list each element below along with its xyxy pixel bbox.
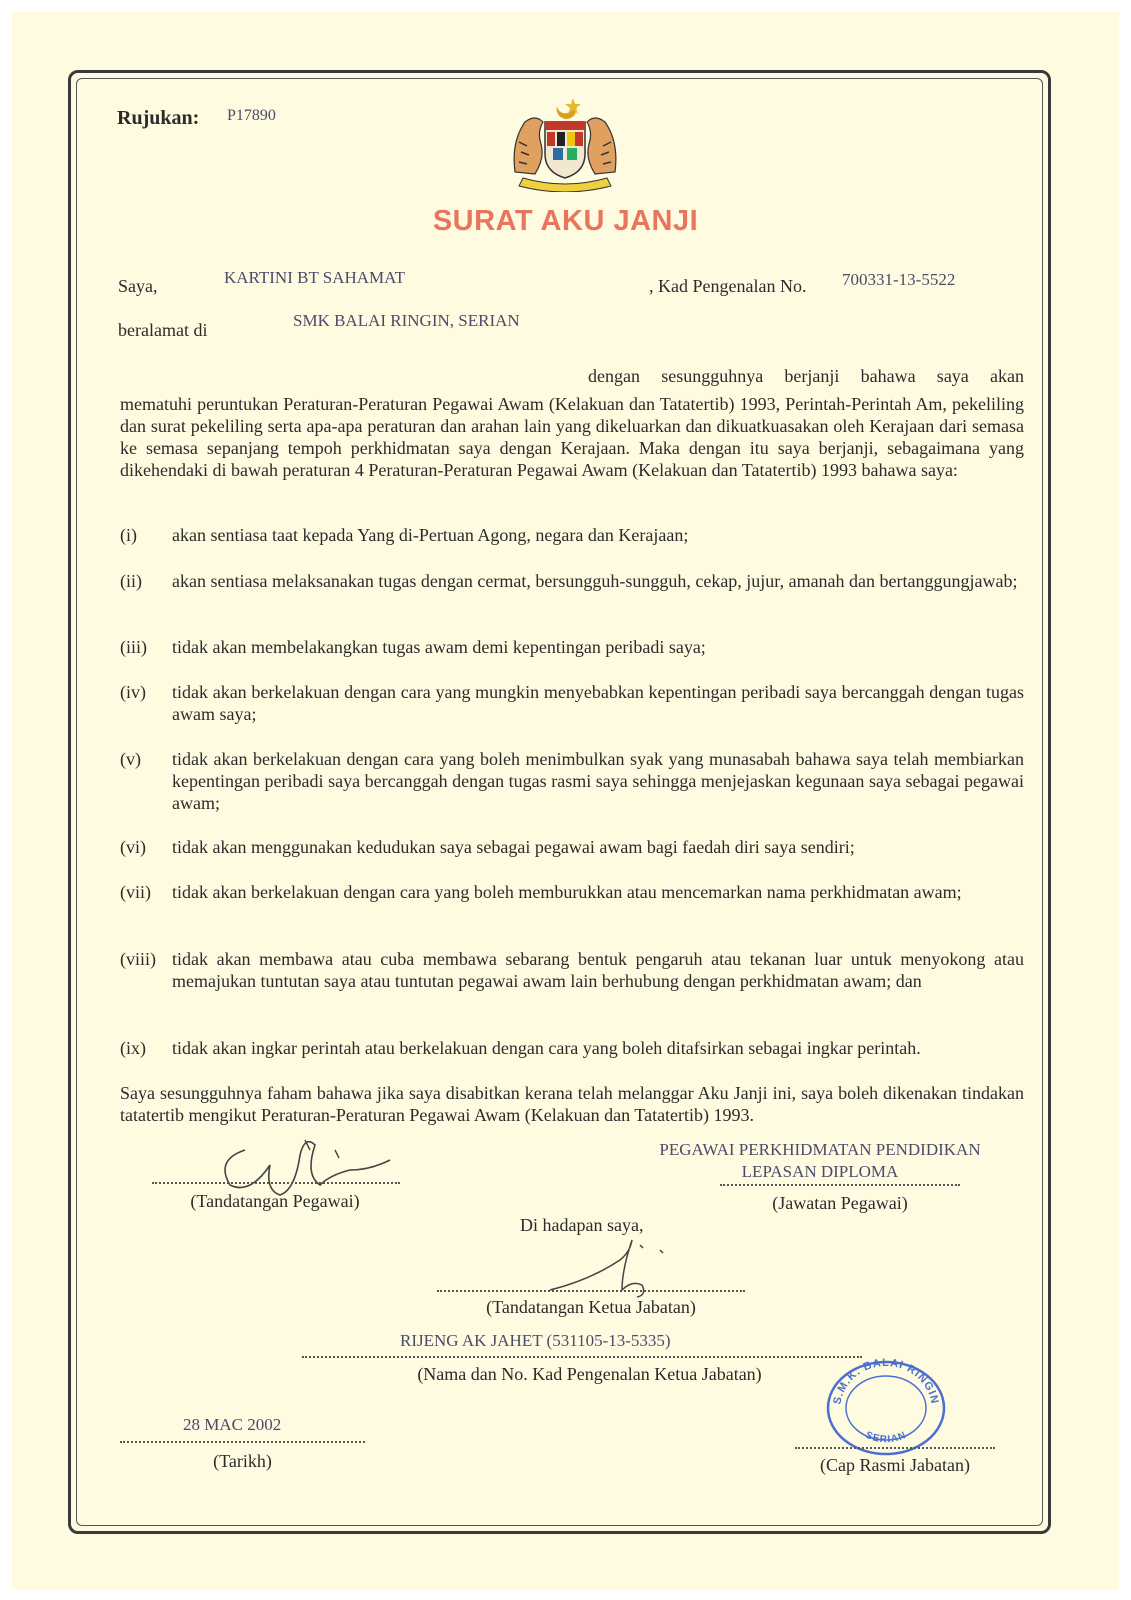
ic-number: 700331-13-5522 [842,270,956,289]
address-value: SMK BALAI RINGIN, SERIAN [293,311,520,330]
ic-label: , Kad Pengenalan No. [649,276,807,296]
date-value: 28 MAC 2002 [183,1415,282,1434]
item-text: tidak akan berkelakuan dengan cara yang boleh menimbulkan syak yang munasabah bahawa saya telah membiarkan kepentingan peribadi saya bercanggah dengan tugas rasmi saya sehingga menjejaskan kegunaan saya sebagai pegawai awam; [172,749,1024,813]
item-number: (iii) [120,637,147,657]
item-number: (v) [120,749,141,769]
head-name-label: (Nama dan No. Kad Pengenalan Ketua Jabatan) [417,1364,762,1384]
officer-signature-label: (Tandatangan Pegawai) [190,1191,360,1211]
stamp-bottom-text: SERIAN [863,1429,909,1446]
item-text: tidak akan membawa atau cuba membawa sebarang bentuk pengaruh atau tekanan luar untuk menyokong atau memajukan tuntutan saya atau tuntutan pegawai awam lain berhubung dengan perkhidmatan awam; dan [172,949,1024,991]
stamp-top-text: S.M.K. BALAI RINGIN [831,1357,941,1406]
head-name-line [302,1356,862,1358]
officer-signature-line [152,1182,400,1184]
declarant-name: KARTINI BT SAHAMAT [224,268,405,287]
item-text: tidak akan berkelakuan dengan cara yang boleh memburukkan atau mencemarkan nama perkhidmatan awam; [172,882,962,902]
position-line-1: PEGAWAI PERKHIDMATAN PENDIDIKAN [659,1140,981,1159]
item-number: (iv) [120,682,146,702]
position-line-2: LEPASAN DIPLOMA [741,1162,899,1181]
position-line [720,1184,960,1186]
pledge-lead: dengan sesungguhnya berjanji bahawa saya akan [588,366,1024,386]
item-number: (ix) [120,1038,146,1058]
witness-lead: Di hadapan saya, [520,1215,644,1235]
position-label: (Jawatan Pegawai) [772,1193,908,1213]
head-signature-line [437,1290,745,1292]
svg-text:SERIAN [864,1430,909,1446]
coat-of-arms-emblem [505,92,625,192]
item-number: (vii) [120,882,151,902]
item-number: (vi) [120,837,146,857]
closing-statement: Saya sesungguhnya faham bahawa jika saya disabitkan kerana telah melanggar Aku Janji ini, saya boleh dikenakan tindakan tatatertib mengikut Peraturan-Peraturan Pegawai Awam (Kelakuan dan Tatatertib) 1993. [120,1083,1024,1125]
address-label: beralamat di [118,320,208,340]
saya-label: Saya, [118,276,158,296]
official-stamp-icon [822,1356,950,1456]
head-name-value: RIJENG AK JAHET (531105-13-5335) [400,1331,671,1350]
item-text: tidak akan berkelakuan dengan cara yang mungkin menyebabkan kepentingan peribadi saya bercanggah dengan tugas awam saya; [172,682,1024,724]
head-signature-icon [530,1235,710,1305]
reference-label: Rujukan: [117,107,200,129]
reference-value: P17890 [227,107,276,124]
item-text: tidak akan ingkar perintah atau berkelakuan dengan cara yang boleh ditafsirkan sebagai ingkar perintah. [172,1038,921,1058]
stamp-line [795,1447,995,1449]
date-line [120,1441,365,1443]
pledge-body: mematuhi peruntukan Peraturan-Peraturan Pegawai Awam (Kelakuan dan Tatatertib) 1993, Perintah-Perintah Am, pekeliling dan surat pekeliling serta apa-apa peraturan dan arahan lain yang dikeluarkan dan dikuatkuasakan oleh Kerajaan dari semasa ke semasa sepanjang tempoh perkhidmatan saya dengan Kerajaan. Maka dengan itu saya berjanji, sebagaimana yang dikehendaki di bawah peraturan 4 Peraturan-Peraturan Pegawai Awam (Kelakuan dan Tatatertib) 1993 bahawa saya: [120,394,1024,480]
item-number: (i) [120,525,137,545]
item-text: akan sentiasa melaksanakan tugas dengan cermat, bersungguh-sungguh, cekap, jujur, amanah dan bertanggungjawab; [172,571,1018,591]
stamp-label: (Cap Rasmi Jabatan) [820,1455,970,1475]
document-title: SURAT AKU JANJI [432,205,699,237]
item-text: tidak akan membelakangkan tugas awam demi kepentingan peribadi saya; [172,637,706,657]
head-signature-label: (Tandatangan Ketua Jabatan) [486,1297,696,1317]
date-label: (Tarikh) [213,1451,272,1471]
item-text: akan sentiasa taat kepada Yang di-Pertuan Agong, negara dan Kerajaan; [172,525,689,545]
item-text: tidak akan menggunakan kedudukan saya sebagai pegawai awam bagi faedah diri saya sendiri; [172,837,855,857]
item-number: (ii) [120,571,142,591]
item-number: (viii) [120,949,156,969]
